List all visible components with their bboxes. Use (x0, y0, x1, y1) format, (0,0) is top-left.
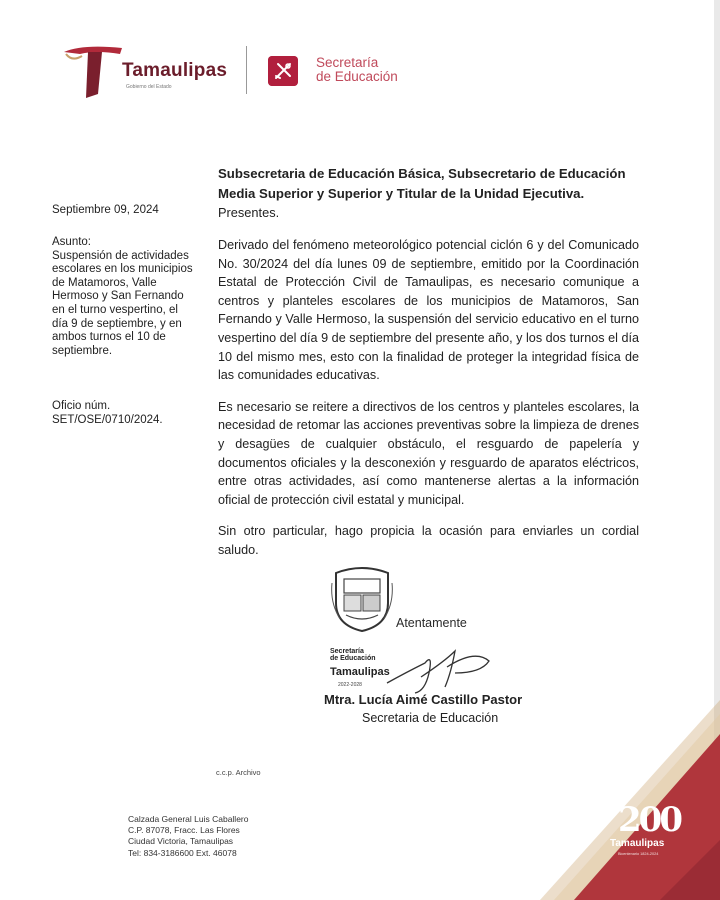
asunto-label: Asunto: (52, 236, 91, 248)
address-line: Tel: 834-3186600 Ext. 46078 (128, 847, 237, 858)
addressee: Subsecretaria de Educación Básica, Subsecretario de Educación Media Superior y Superior y Titular de la Unidad Ejecutiva. (218, 166, 626, 201)
asunto-line: de Matamoros, Valle (52, 276, 157, 289)
asunto-line: Hermoso y San Fernando (52, 290, 184, 303)
badge-label: Tamaulipas (610, 838, 665, 849)
document-date: Septiembre 09, 2024 (52, 204, 159, 216)
address-line: C.P. 87078, Fracc. Las Flores (128, 825, 240, 836)
tamaulipas-t-icon (62, 42, 128, 98)
tamaulipas-logo (62, 42, 237, 98)
secretaria-line1: Secretaría (316, 55, 379, 70)
oficio-block (52, 400, 217, 427)
badge-sub: Bicentenario 1824-2024 (618, 852, 659, 856)
paragraph-1: Derivado del fenómeno meteorológico potencial ciclón 6 y del Comunicado No. 30/2024 del día lunes 09 de septiembre, emitido por la Coordinación Estatal de Protección Civil de Tamaulipas, es necesario comunique a centros y planteles escolares de los municipios de Matamoros, San Fernando y Valle Hermoso, la suspensión del servicio educativo en el turno vespertino del día 9 de septiembre del presente año, y los dos turnos el día 10 del mismo mes, esto con la finalidad de proteger la integridad física de las comunidades educativas. (218, 238, 639, 383)
paragraph-3: Sin otro particular, hago propicia la ocasión para enviarles un cordial saludo. (218, 524, 639, 557)
tamaulipas-tagline: Gobierno del Estado (126, 84, 172, 90)
badge-number: 200 (618, 800, 680, 840)
letter-body (218, 164, 639, 560)
handwritten-signature (385, 643, 495, 698)
secretaria-line2: de Educación (316, 69, 398, 84)
asunto-line: escolares en los municipios (52, 263, 193, 276)
asunto-line: día 9 de septiembre, y en (52, 317, 182, 330)
secretaria-education-icon (268, 56, 298, 86)
footer-address (128, 814, 249, 859)
closing-atentamente: Atentamente (396, 616, 467, 630)
header-divider (246, 46, 247, 94)
oficio-number: SET/OSE/0710/2024. (52, 413, 163, 426)
state-seal-icon (330, 563, 394, 633)
bicentenario-badge (610, 800, 684, 864)
signer-name: Mtra. Lucía Aimé Castillo Pastor (324, 692, 523, 707)
asunto-line: Suspensión de actividades (52, 249, 189, 262)
signer-title: Secretaria de Educación (362, 711, 499, 725)
tamaulipas-wordmark: Tamaulipas (122, 60, 228, 81)
presentes: Presentes. (218, 205, 280, 220)
paragraph-2: Es necesario se reitere a directivos de los centros y planteles escolares, la necesidad de retomar las acciones preventivas sobre la limpieza de drenes y desagües de cualquier obstáculo, el resguardo de papelería y documentos oficiales y la desconexión y resguardo de aparatos eléctricos, entre otras actividades, así como mantenerse alertas a la información oficial de protección civil estatal y municipal. (218, 399, 639, 507)
asunto-block (52, 236, 214, 358)
stamp-state: Tamaulipas (330, 666, 390, 678)
stamp-line1-b: de Educación (330, 655, 376, 662)
stamp-line1-a: Secretaría (330, 648, 364, 655)
asunto-line: septiembre. (52, 344, 113, 357)
stamp-line1 (330, 648, 376, 662)
secretaria-logo-text (316, 56, 398, 84)
asunto-line: en el turno vespertino, el (52, 303, 178, 316)
ccp-archivo: c.c.p. Archivo (216, 768, 261, 777)
asunto-line: ambos turnos el 10 de (52, 331, 166, 344)
stamp-years: 2022-2028 (338, 682, 362, 688)
oficio-label: Oficio núm. (52, 400, 111, 412)
address-line: Calzada General Luis Caballero (128, 814, 249, 824)
address-line: Ciudad Victoria, Tamaulipas (128, 836, 234, 847)
